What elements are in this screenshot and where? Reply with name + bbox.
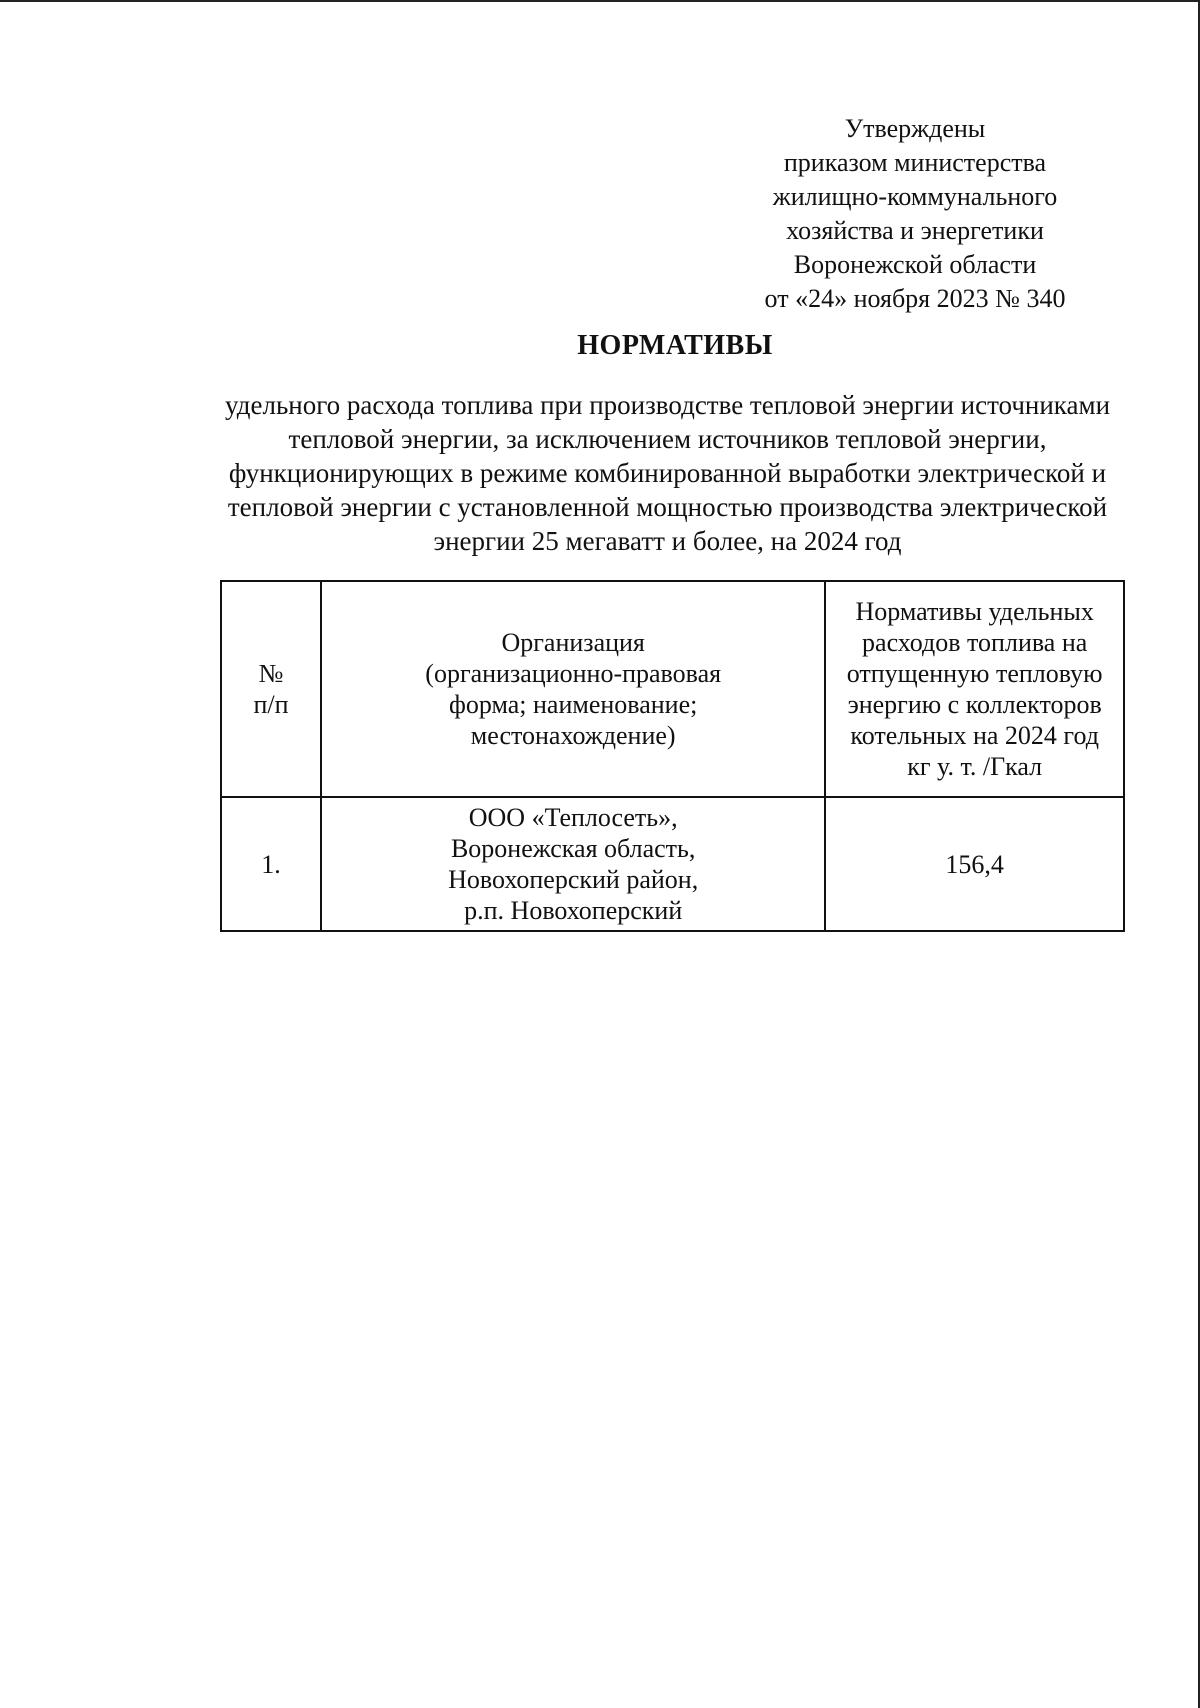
approval-line: Воронежской области	[793, 250, 1037, 279]
header-cell-org	[321, 581, 825, 797]
header-text: энергию с коллекторов	[847, 690, 1102, 719]
cell-num: 1.	[221, 797, 321, 931]
document-subtitle	[175, 388, 1160, 558]
header-text: расходов топлива на	[862, 628, 1088, 657]
subtitle-line: удельного расхода топлива при производстве тепловой энергии источниками	[224, 390, 1111, 420]
table-header-row	[221, 581, 1124, 797]
header-text: п/п	[253, 690, 289, 719]
approval-line: жилищно-коммунального	[772, 182, 1058, 211]
document-title: НОРМАТИВЫ	[577, 330, 773, 361]
norms-table	[220, 580, 1125, 932]
org-text: Новохоперский район,	[448, 865, 699, 894]
header-text: кг у. т. /Гкал	[907, 752, 1043, 781]
header-text: Организация	[501, 628, 645, 657]
header-cell-num	[221, 581, 321, 797]
table-row	[221, 797, 1124, 931]
approval-line: приказом министерства	[783, 148, 1047, 177]
cell-org	[321, 797, 825, 931]
header-text: (организационно-правовая	[425, 659, 722, 688]
header-text: отпущенную тепловую	[846, 659, 1103, 688]
subtitle-line: тепловой энергии, за исключением источников тепловой энергии,	[288, 424, 1047, 454]
approval-line: от «24» ноября 2023 № 340	[764, 284, 1066, 313]
org-text: Воронежская область,	[450, 834, 696, 863]
subtitle-line: тепловой энергии с установленной мощностью производства электрической	[227, 492, 1108, 522]
header-text: форма; наименование;	[449, 690, 698, 719]
approval-line: хозяйства и энергетики	[786, 216, 1044, 245]
header-cell-norm	[825, 581, 1124, 797]
org-text: ООО «Теплосеть»,	[468, 803, 678, 832]
scan-border-top	[0, 0, 1200, 2]
subtitle-line: энергии 25 мегаватт и более, на 2024 год	[433, 526, 902, 556]
org-text: р.п. Новохоперский	[464, 896, 683, 925]
header-text: Нормативы удельных	[855, 597, 1094, 626]
approval-block	[700, 112, 1130, 316]
cell-norm: 156,4	[825, 797, 1124, 931]
header-text: местонахождение)	[470, 721, 676, 750]
subtitle-line: функционирующих в режиме комбинированной выработки электрической и	[228, 458, 1107, 488]
approval-line: Утверждены	[844, 114, 986, 143]
header-text: №	[258, 659, 284, 688]
header-text: котельных на 2024 год	[850, 721, 1099, 750]
